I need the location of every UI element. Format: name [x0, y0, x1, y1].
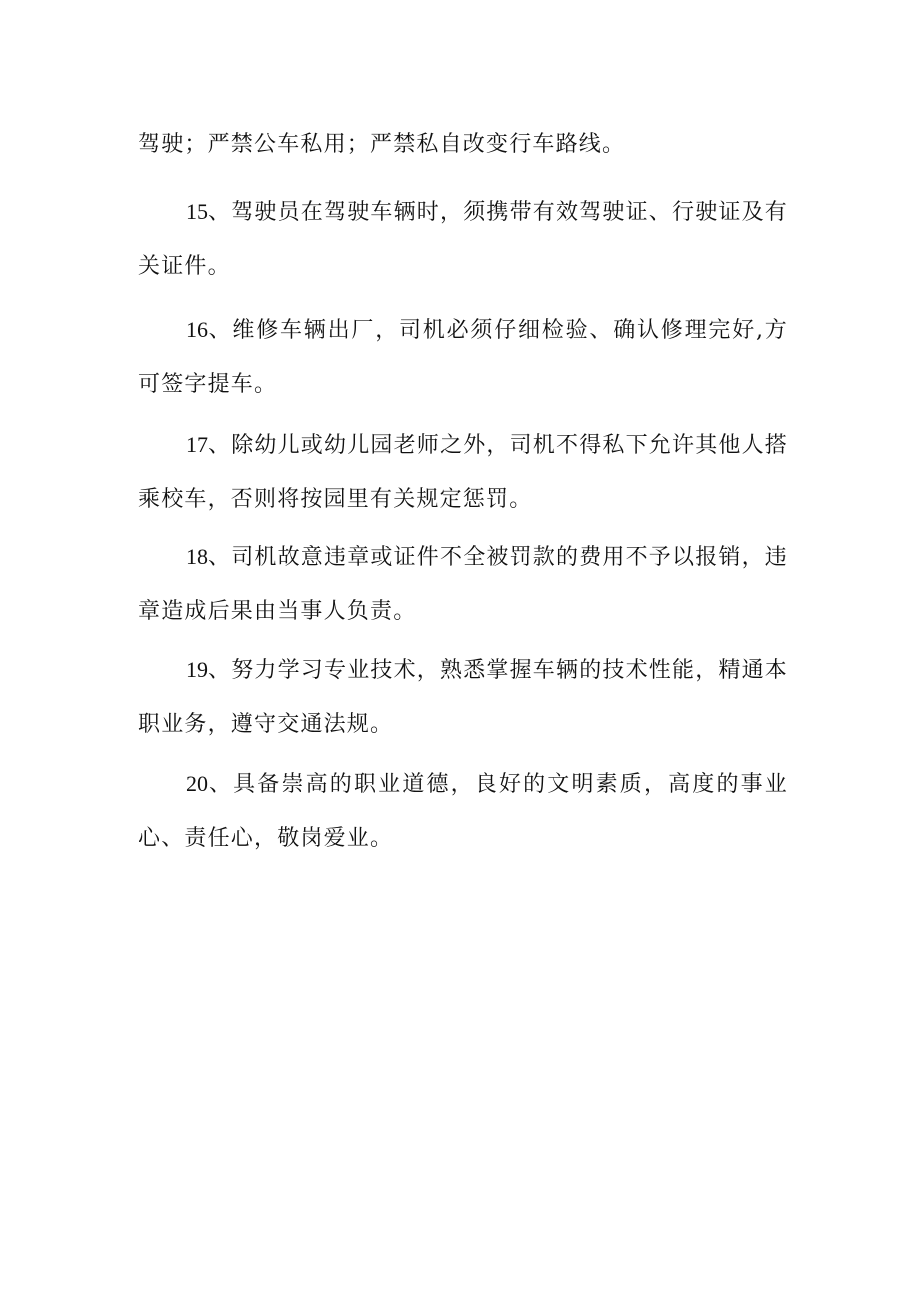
paragraph-item-17 [138, 418, 788, 527]
paragraph-text: 、维修车辆出厂，司机必须仔细检验、确认修理完好,方可签字提车。 [138, 318, 788, 397]
paragraph-item-20 [138, 757, 788, 866]
item-number: 18 [186, 544, 208, 569]
item-number: 19 [186, 657, 208, 682]
paragraph-item-16 [138, 303, 788, 412]
paragraph-text: 、除幼儿或幼儿园老师之外，司机不得私下允许其他人搭乘校车，否则将按园里有关规定惩罚。 [138, 433, 789, 512]
paragraph-text: 、努力学习专业技术，熟悉掌握车辆的技术性能，精通本职业务，遵守交通法规。 [138, 658, 789, 737]
item-number: 17 [186, 432, 208, 457]
paragraph-text: 、司机故意违章或证件不全被罚款的费用不予以报销，违章造成后果由当事人负责。 [138, 545, 789, 624]
paragraph-item-19 [138, 643, 788, 752]
paragraph-text: 、驾驶员在驾驶车辆时，须携带有效驾驶证、行驶证及有关证件。 [138, 200, 789, 279]
paragraph-item-18 [138, 530, 788, 639]
item-number: 15 [186, 199, 208, 224]
paragraph-continuation [138, 118, 788, 172]
paragraph-text: 驾驶；严禁公车私用；严禁私自改变行车路线。 [138, 132, 626, 157]
paragraph-item-15 [138, 185, 788, 294]
paragraph-text: 、具备崇高的职业道德，良好的文明素质，高度的事业心、责任心，敬岗爱业。 [138, 772, 788, 851]
item-number: 20 [186, 771, 208, 796]
item-number: 16 [186, 317, 208, 342]
